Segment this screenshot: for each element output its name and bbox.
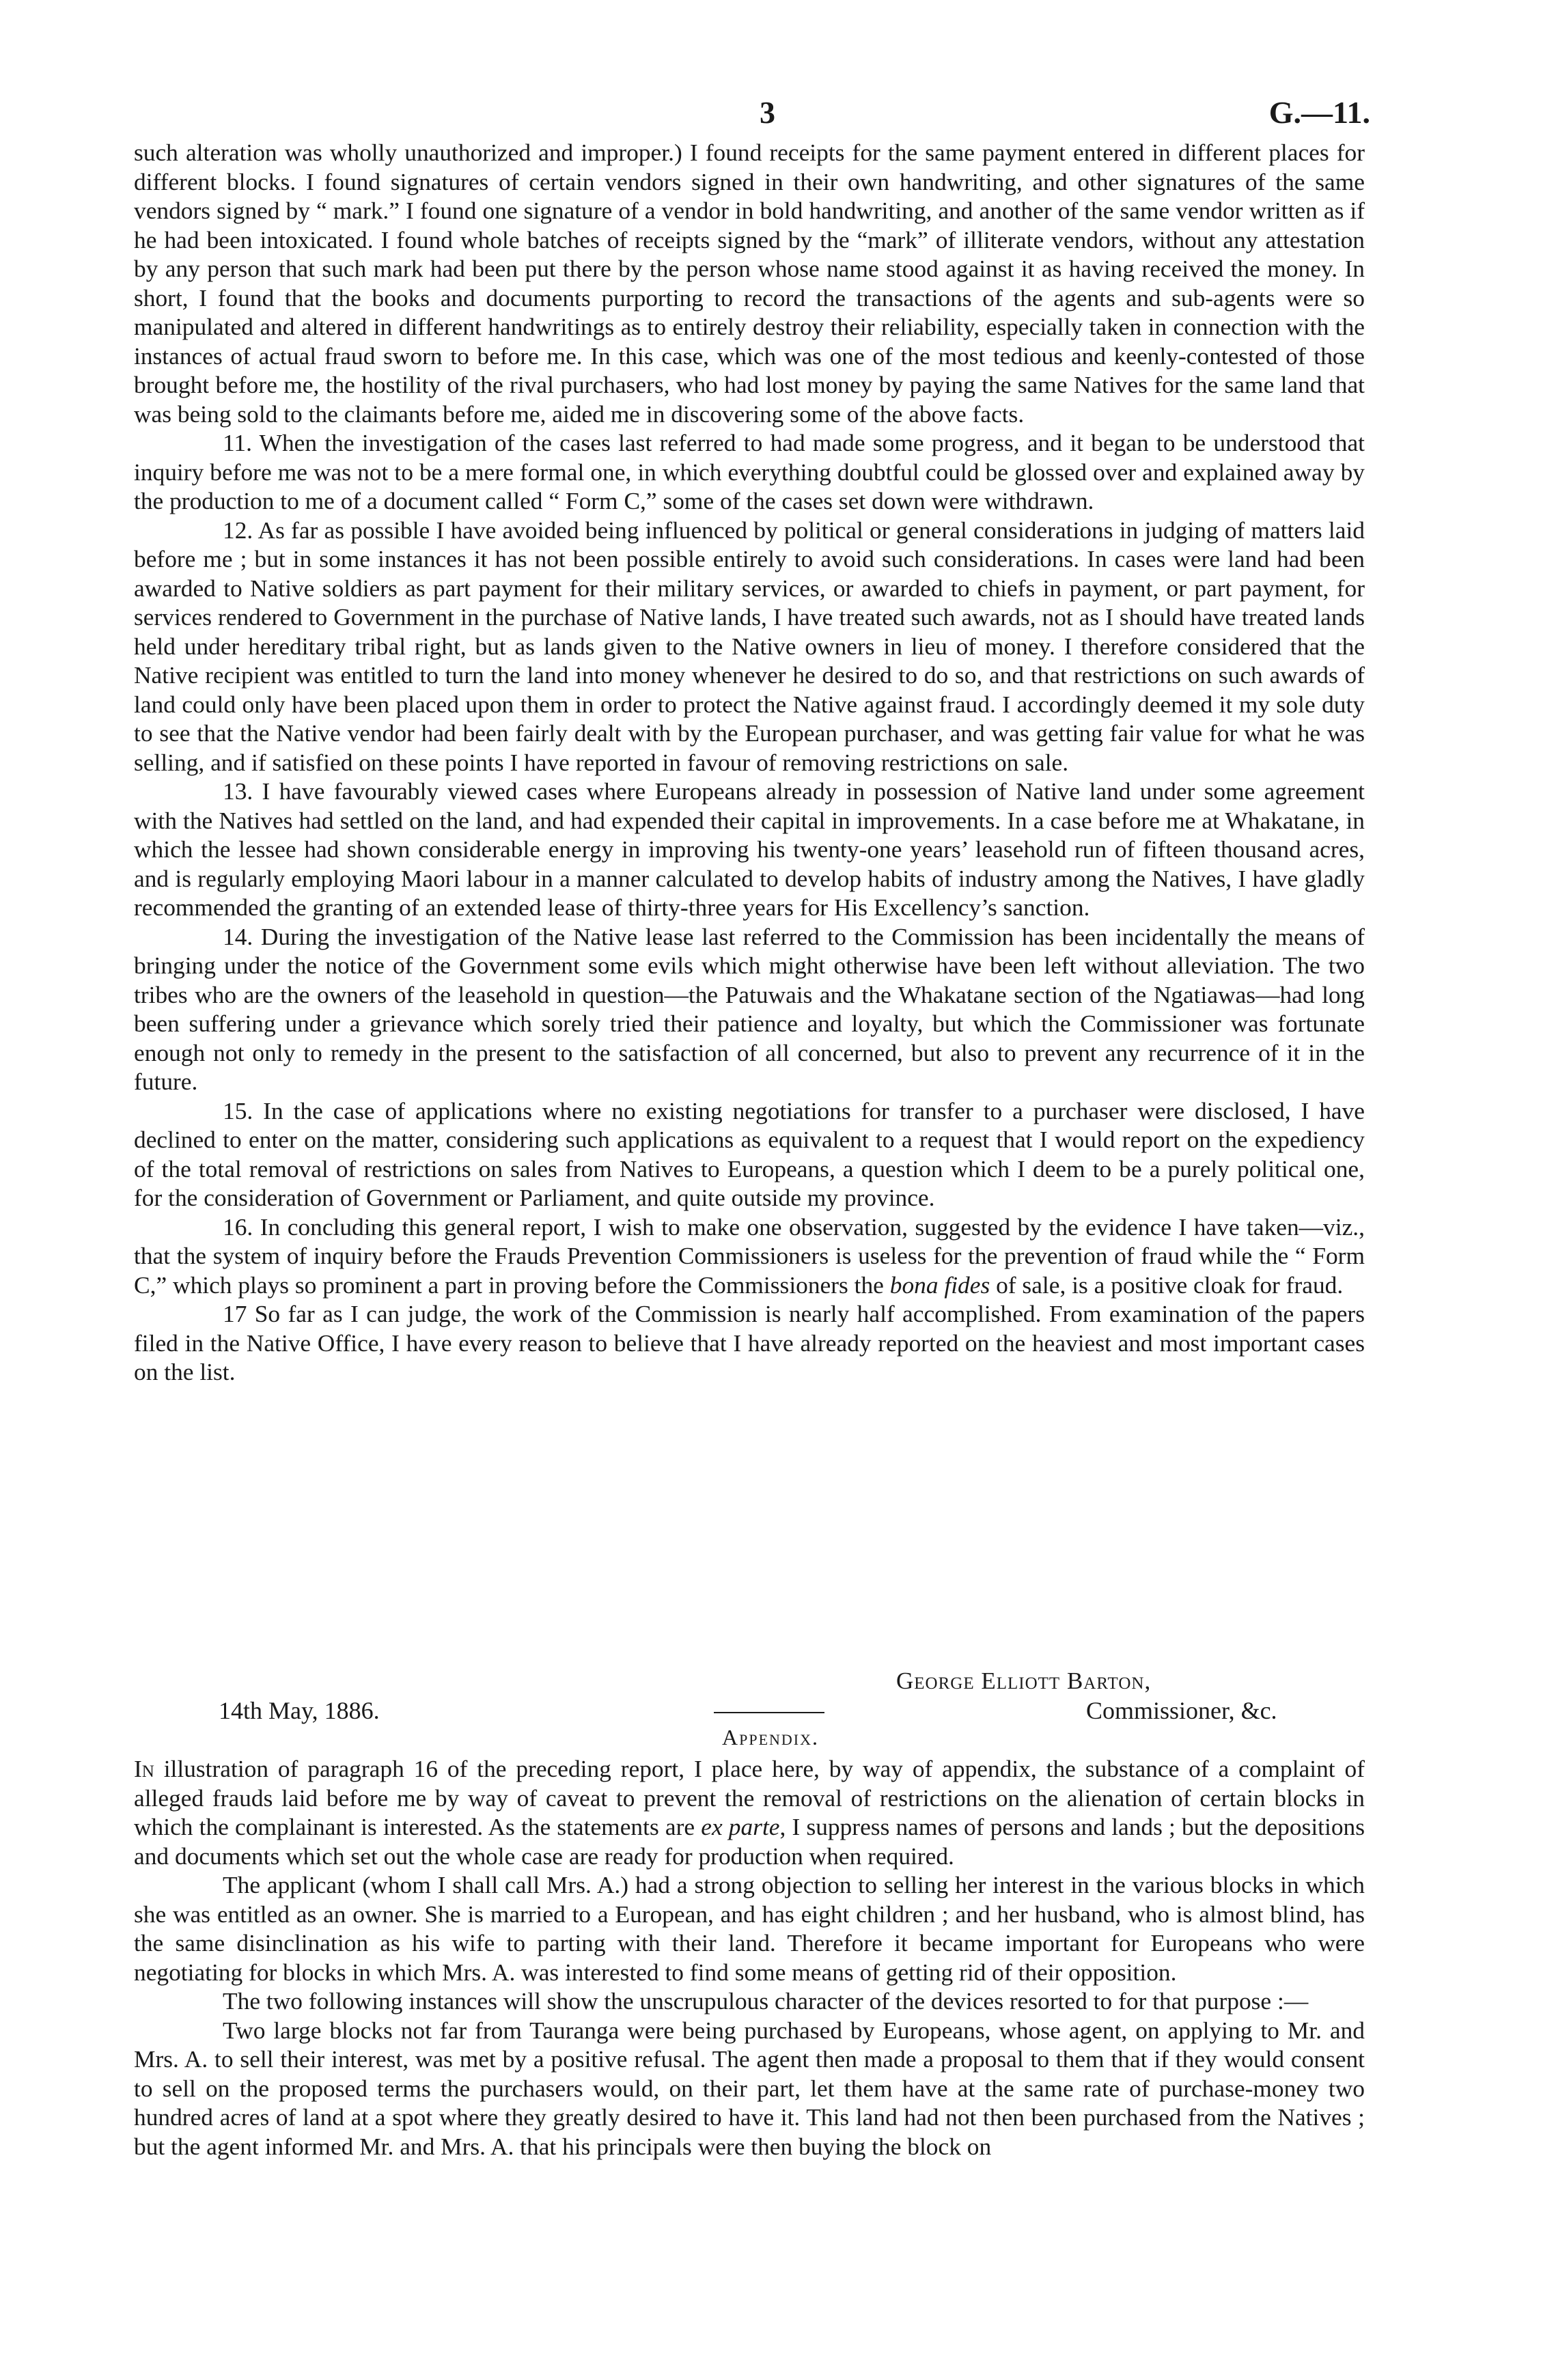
paragraph-14: 14. During the investigation of the Native lease last referred to the Commission has been incidentally the means of bringing under the notice of the Government some evils which might otherwise have been left without alleviation. The two tribes who are the owners of the leasehold in question—the Patuwais and the Whakatane section of the Ngatiawas—had long been suffering under a grievance which sorely tried their patience and loyalty, but which the Commissioner was fortunate enough not only to remedy in the present to the satisfaction of all concerned, but also to prevent any recurrence of it in the future.: [134, 922, 1365, 1095]
appendix-paragraph-4: Two large blocks not far from Tauranga were being purchased by Europeans, whose agent, on applying to Mr. and Mrs. A. to sell their interest, was met by a positive refusal. The agent then made a proposal to them that if they would consent to sell on the proposed terms the purchasers would, on their part, let them have at the same rate of purchase-money two hundred acres of land at a spot where they greatly desired to have it. This land had not then been purchased from the Natives ; but the agent informed Mr. and Mrs. A. that his principals were then buying the block on: [134, 2016, 1365, 2160]
appendix-p1-text: illustration of paragraph 16 of the preceding report, I place here, by way of appendix, the substance of a complaint of alleged frauds laid before me by way of caveat to prevent the removal of restrictions on the alienation of certain blocks in which the complainant is interested. As the statements are: [134, 1755, 1365, 1840]
appendix-paragraph-2: The applicant (whom I shall call Mrs. A.) had a strong objection to selling her interest in the various blocks in which she was entitled as an owner. She is married to a European, and has eight children ; and her husband, who is almost blind, has the same disinclination as his wife to parting with their land. Therefore it became important for Europeans who were negotiating for blocks in which Mrs. A. was interested to find some means of getting rid of their opposition.: [134, 1871, 1365, 1986]
paragraph-16: [134, 1213, 1365, 1300]
appendix-p1-italic: ex parte: [701, 1813, 780, 1840]
appendix-paragraph-1: [134, 1754, 1365, 1870]
page-number: 3: [760, 95, 775, 130]
signature-name: George Elliott Barton,: [896, 1668, 1152, 1694]
paragraph-16-italic: bona fides: [889, 1271, 990, 1299]
report-body: [134, 138, 1365, 1387]
appendix-p1-end: , I suppress names of persons and lands ; but the depositions and documents which set out the whole case are ready for production when required.: [134, 1813, 1365, 1870]
signature-role: Commissioner, &c.: [1086, 1697, 1277, 1724]
paragraph-11: 11. When the investigation of the cases last referred to had made some progress, and it began to be understood that inquiry before me was not to be a mere formal one, in which everything doubtful could be glossed over and explained away by the production to me of a document called “ Form C,” some of the cases set down were withdrawn.: [134, 429, 1365, 514]
appendix-lead-word: In: [134, 1755, 154, 1782]
document-reference: G.—11.: [1268, 95, 1370, 130]
appendix-body: [134, 1754, 1365, 2161]
report-date: 14th May, 1886.: [219, 1697, 380, 1724]
paragraph-13: 13. I have favourably viewed cases where Europeans already in possession of Native land under some agreement with the Natives had settled on the land, and had expended their capital in improvements. In a case before me at Whakatane, in which the lessee had shown considerable energy in improving his twenty-one years’ leasehold run of fifteen thousand acres, and is regularly employing Maori labour in a manner calculated to develop habits of industry among the Natives, I have gladly recommended the granting of an extended lease of thirty-three years for His Excellency’s sanction.: [134, 777, 1365, 921]
paragraph-16-end: of sale, is a positive cloak for fraud.: [996, 1271, 1344, 1299]
paragraph-12: 12. As far as possible I have avoided being influenced by political or general considerations in judging of matters laid before me ; but in some instances it has not been possible entirely to avoid such considerations. In cases were land had been awarded to Native soldiers as part payment for their military services, or awarded to chiefs in payment, or part payment, for services rendered to Government in the purchase of Native lands, I have treated such awards, not as I should have treated lands held under hereditary tribal right, but as lands given to the Native owners in lieu of money. I therefore considered that the Native recipient was entitled to turn the land into money whenever he desired to do so, and that restrictions on such awards of land could only have been placed upon them in order to protect the Native against fraud. I accordingly deemed it my sole duty to see that the Native vendor had been fairly dealt with by the European purchaser, and was getting fair value for what he was selling, and if satisfied on these points I have reported in favour of removing restrictions on sale.: [134, 516, 1365, 776]
appendix-paragraph-3: The two following instances will show the unscrupulous character of the devices resorted to for that purpose :—: [223, 1987, 1309, 2015]
paragraph-10-continued: such alteration was wholly unauthorized and improper.) I found receipts for the same payment entered in different places for different blocks. I found signatures of certain vendors signed in their own handwriting, and other signatures of the same vendors signed by “ mark.” I found one signature of a vendor in bold handwriting, and another of the same vendor written as if he had been intoxicated. I found whole batches of receipts signed by the “mark” of illiterate vendors, without any attestation by any person that such mark had been put there by the person whose name stood against it as having received the money. In short, I found that the books and documents purporting to record the transactions of the agents and sub-agents were so manipulated and altered in different handwritings as to entirely destroy their reliability, especially taken in connection with the instances of actual fraud sworn to before me. In this case, which was one of the most tedious and keenly-contested of those brought before me, the hostility of the rival purchasers, who had lost money by paying the same Natives for the same land that was being sold to the claimants before me, aided me in discovering some of the above facts.: [134, 139, 1365, 428]
paragraph-16-text: 16. In concluding this general report, I wish to make one observation, suggested by the evidence I have taken—viz., that the system of inquiry before the Frauds Prevention Commissioners is useless for the prevention of fraud while the “ Form C,” which plays so prominent a part in proving before the Commissioners the: [134, 1213, 1365, 1299]
paragraph-17: 17 So far as I can judge, the work of the Commission is nearly half accomplished. From examination of the papers filed in the Native Office, I have every reason to believe that I have already reported on the heaviest and most important cases on the list.: [134, 1300, 1365, 1385]
paragraph-15: 15. In the case of applications where no existing negotiations for transfer to a purchaser were disclosed, I have declined to enter on the matter, considering such applications as equivalent to a request that I would report on the expediency of the total removal of restrictions on sales from Natives to Europeans, a question which I deem to be a purely political one, for the consideration of Government or Parliament, and quite outside my province.: [134, 1096, 1365, 1211]
divider-rule: [714, 1712, 824, 1713]
appendix-title: Appendix.: [721, 1725, 819, 1749]
